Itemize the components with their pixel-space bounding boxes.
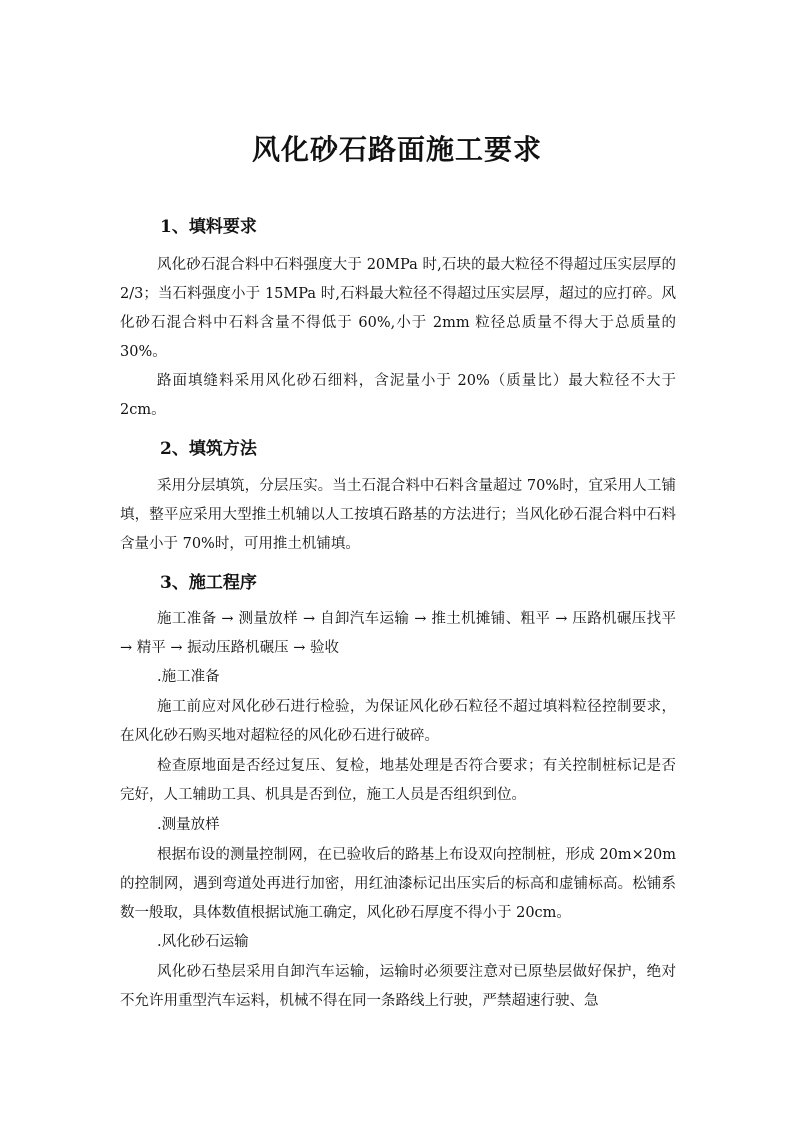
subheading-survey-setout: .测量放样 bbox=[157, 817, 220, 833]
paragraph-filling-method: 采用分层填筑，分层压实。当土石混合料中石料含量超过 70%时，宜采用人工铺填，整平应采用大型推土机辅以人工按填石路基的方法进行；当风化砂石混合料中石料含量小于 70%时，可用推土机铺填。 bbox=[120, 478, 676, 552]
paragraph-preparation-check: 检查原地面是否经过复压、复检，地基处理是否符合要求；有关控制桩标记是否完好，人工辅助工具、机具是否到位，施工人员是否组织到位。 bbox=[120, 758, 676, 803]
paragraph-survey-setout: 根据布设的测量控制网，在已验收后的路基上布设双向控制桩，形成 20m×20m 的控制网，遇到弯道处再进行加密，用红油漆标记出压实后的标高和虚铺标高。松铺系数一般取，具体数值根据试施工确定，风化砂石厚度不得小于 20cm。 bbox=[120, 847, 676, 921]
section-heading-construction-procedure: 3、施工程序 bbox=[160, 573, 257, 593]
section-heading-fill-requirements: 1、填料要求 bbox=[160, 217, 257, 237]
paragraph-fill-material: 风化砂石混合料中石料强度大于 20MPa 时,石块的最大粒径不得超过压实层厚的 2/3；当石料强度小于 15MPa 时,石料最大粒径不得超过压实层厚，超过的应打碎。风化砂石混合料中石料含量不得低于 60%,小于 2mm 粒径总质量不得大于总质量的 30%。 bbox=[120, 257, 676, 360]
procedure-flow: 施工准备 → 测量放样 → 自卸汽车运输 → 推土机摊铺、粗平 → 压路机碾压找平 → 精平 → 振动压路机碾压 → 验收 bbox=[120, 611, 676, 656]
paragraph-preparation-inspection: 施工前应对风化砂石进行检验，为保证风化砂石粒径不超过填料粒径控制要求，在风化砂石购买地对超粒径的风化砂石进行破碎。 bbox=[120, 699, 676, 744]
section-heading-filling-method: 2、填筑方法 bbox=[160, 439, 257, 459]
page-title: 风化砂石路面施工要求 bbox=[251, 133, 542, 166]
paragraph-transport: 风化砂石垫层采用自卸汽车运输，运输时必须要注意对已原垫层做好保护，绝对不允许用重型汽车运料，机械不得在同一条路线上行驶，严禁超速行驶、急 bbox=[120, 964, 676, 1009]
subheading-preparation: .施工准备 bbox=[157, 669, 220, 685]
paragraph-joint-filler: 路面填缝料采用风化砂石细料，含泥量小于 20%（质量比）最大粒径不大于 2cm。 bbox=[120, 373, 676, 418]
subheading-transport: .风化砂石运输 bbox=[157, 934, 249, 950]
